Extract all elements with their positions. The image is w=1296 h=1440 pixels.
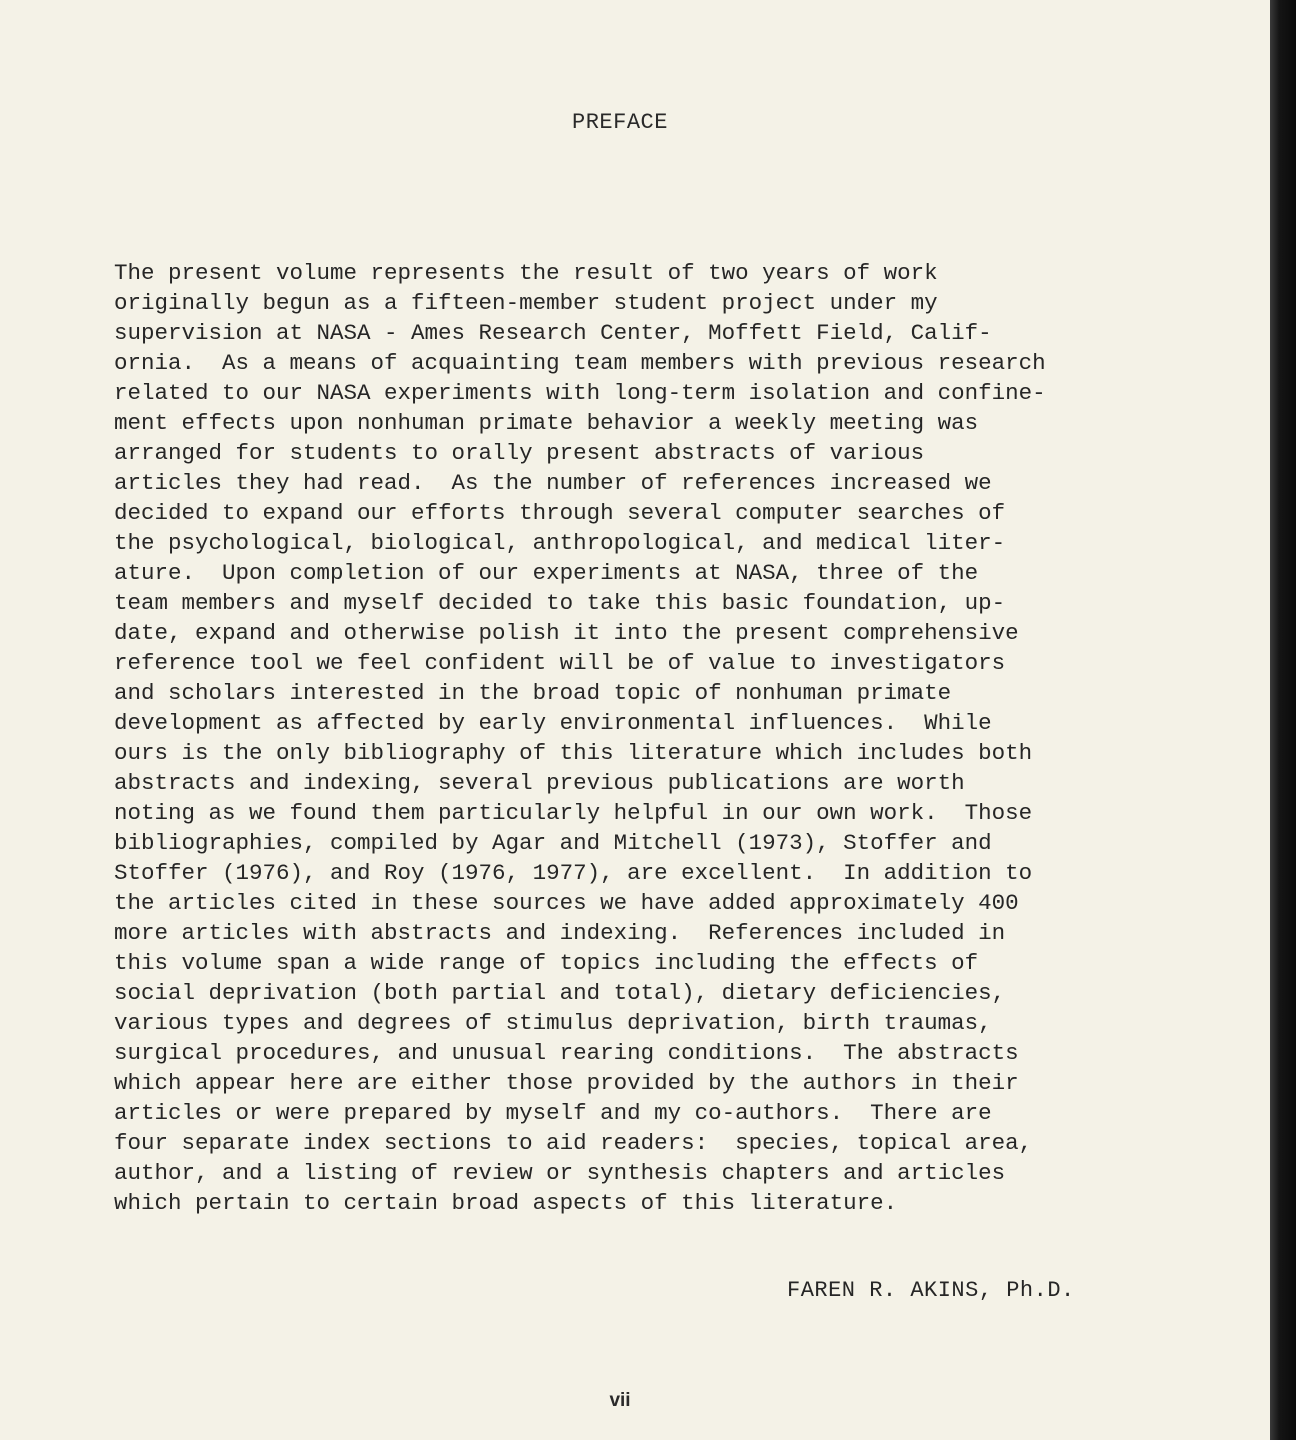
paragraph-line: various types and degrees of stimulus deprivation, birth traumas, — [114, 1010, 992, 1036]
paragraph-line: more articles with abstracts and indexing. References included in — [114, 920, 1006, 946]
paragraph-line: reference tool we feel confident will be of value to investigators — [114, 650, 1006, 676]
paragraph-line: date, expand and otherwise polish it into the present comprehensive — [114, 620, 1019, 646]
paragraph-line: ours is the only bibliography of this literature which includes both — [114, 740, 1033, 766]
paragraph-line: the psychological, biological, anthropological, and medical liter- — [114, 530, 1006, 556]
page-number: vii — [609, 1390, 631, 1411]
paragraph-line: and scholars interested in the broad topic of nonhuman primate — [114, 680, 952, 706]
paragraph-line: originally begun as a fifteen-member student project under my — [114, 290, 938, 316]
paragraph-line: team members and myself decided to take this basic foundation, up- — [114, 590, 1006, 616]
paragraph-line: surgical procedures, and unusual rearing conditions. The abstracts — [114, 1040, 1019, 1066]
paragraph-line: Stoffer (1976), and Roy (1976, 1977), are excellent. In addition to — [114, 860, 1033, 886]
paragraph-line: abstracts and indexing, several previous publications are worth — [114, 770, 965, 796]
paragraph-line: The present volume represents the result of two years of work — [114, 260, 938, 286]
paragraph-line: noting as we found them particularly helpful in our own work. Those — [114, 800, 1033, 826]
paragraph-line: author, and a listing of review or synthesis chapters and articles — [114, 1160, 1006, 1186]
paragraph-line: related to our NASA experiments with long-term isolation and confine- — [114, 380, 1046, 406]
paragraph-line: articles or were prepared by myself and my co-authors. There are — [114, 1100, 992, 1126]
paragraph-line: which appear here are either those provided by the authors in their — [114, 1070, 1019, 1096]
paragraph-line: this volume span a wide range of topics including the effects of — [114, 950, 979, 976]
paragraph-line: bibliographies, compiled by Agar and Mitchell (1973), Stoffer and — [114, 830, 992, 856]
paragraph-line: ornia. As a means of acquainting team members with previous research — [114, 350, 1046, 376]
preface-paragraph — [114, 258, 1174, 1218]
paragraph-line: supervision at NASA - Ames Research Center, Moffett Field, Calif- — [114, 320, 992, 346]
paragraph-line: the articles cited in these sources we have added approximately 400 — [114, 890, 1019, 916]
page-title: PREFACE — [572, 110, 668, 135]
paragraph-line: social deprivation (both partial and total), dietary deficiencies, — [114, 980, 1006, 1006]
paragraph-line: four separate index sections to aid readers: species, topical area, — [114, 1130, 1033, 1156]
paragraph-line: arranged for students to orally present abstracts of various — [114, 440, 925, 466]
paragraph-line: which pertain to certain broad aspects of this literature. — [114, 1190, 898, 1216]
paragraph-line: decided to expand our efforts through several computer searches of — [114, 500, 1006, 526]
book-binding-edge — [1270, 0, 1296, 1440]
paragraph-line: ature. Upon completion of our experiments at NASA, three of the — [114, 560, 979, 586]
paragraph-line: articles they had read. As the number of references increased we — [114, 470, 992, 496]
paragraph-line: ment effects upon nonhuman primate behavior a weekly meeting was — [114, 410, 979, 436]
author-signature: FAREN R. AKINS, Ph.D. — [787, 1278, 1075, 1303]
paragraph-line: development as affected by early environmental influences. While — [114, 710, 992, 736]
